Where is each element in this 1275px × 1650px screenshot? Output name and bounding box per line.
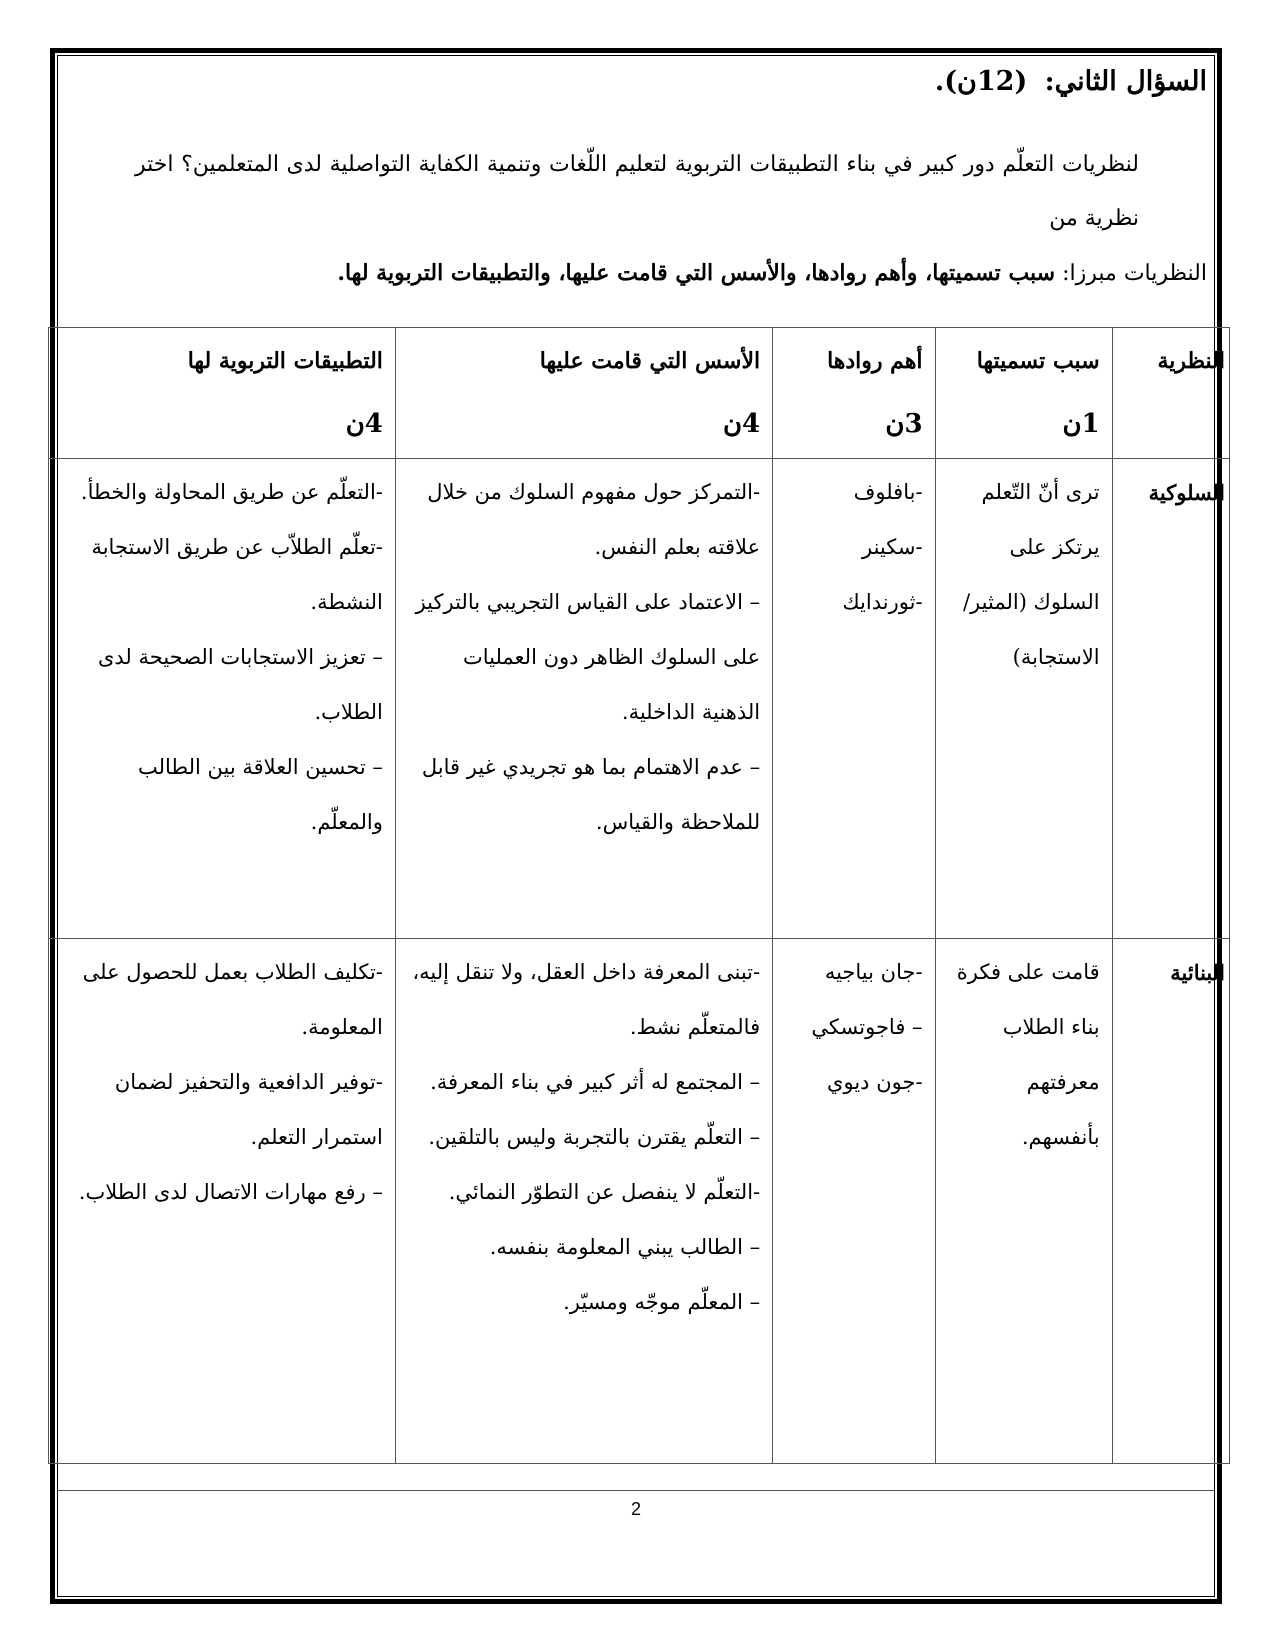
theory-pioneers-cell — [773, 939, 935, 1464]
intro-line-2-bold: سبب تسميتها، وأهم روادها، والأسس التي قامت عليها، والتطبيقات التربوية لها. — [337, 260, 1056, 286]
application-item: – رفع مهارات الاتصال لدى الطلاب. — [78, 1180, 383, 1204]
question-points: (12ن). — [934, 66, 1028, 97]
header-reason — [935, 328, 1112, 459]
header-pioneers-points: 3ن — [885, 409, 923, 439]
foundation-item: – الطالب يبني المعلومة بنفسه. — [489, 1235, 761, 1259]
theory-name-cell: السلوكية — [1112, 459, 1229, 939]
header-foundations-points: 4ن — [722, 409, 761, 439]
header-pioneers — [773, 328, 935, 459]
foundation-item: – المجتمع له أثر كبير في بناء المعرفة. — [430, 1070, 761, 1094]
foundation-item: -التعلّم لا ينفصل عن التطوّر النمائي. — [448, 1180, 761, 1204]
header-applications-label: التطبيقات التربوية لها — [187, 348, 383, 374]
foundation-item: – التعلّم يقترن بالتجربة وليس بالتلقين. — [428, 1125, 761, 1149]
pioneer-item: -سكينر — [861, 535, 923, 559]
pioneer-item: -جان بياجيه — [824, 960, 923, 984]
theory-name-cell: البنائية — [1112, 939, 1229, 1464]
theory-foundations-cell — [395, 939, 772, 1464]
foundation-item: – الاعتماد على القياس التجريبي بالتركيز على السلوك الظاهر دون العمليات الذهنية الداخلية. — [415, 590, 761, 724]
question-title: السؤال الثاني: — [1044, 66, 1207, 97]
question-intro — [135, 138, 1207, 301]
pioneer-item: – فاجوتسكي — [811, 1015, 923, 1039]
theory-applications-cell — [49, 459, 396, 939]
application-item: -تعلّم الطلاّب عن طريق الاستجابة النشطة. — [91, 535, 383, 614]
pioneer-item: -جون ديوي — [827, 1070, 923, 1094]
header-theory-label: النظرية — [1157, 348, 1225, 374]
pioneer-item: -بافلوف — [853, 480, 923, 504]
page-number: 2 — [630, 1499, 641, 1519]
intro-line-2 — [135, 246, 1207, 301]
foundation-item: -تبنى المعرفة داخل العقل، ولا تنقل إليه، فالمتعلّم نشط. — [412, 960, 761, 1039]
header-applications-points: 4ن — [345, 409, 383, 439]
foundation-item: -التمركز حول مفهوم السلوك من خلال علاقته بعلم النفس. — [427, 480, 761, 559]
theory-applications-cell — [49, 939, 396, 1464]
application-item: – تحسين العلاقة بين الطالب والمعلّم. — [137, 755, 383, 834]
intro-line-1: لنظريات التعلّم دور كبير في بناء التطبيقات التربوية لتعليم اللّغات وتنمية الكفاية التواصلية لدى المتعلمين؟ اختر نظرية من — [135, 152, 1139, 231]
header-foundations — [395, 328, 772, 459]
theory-reason-cell: قامت على فكرة بناء الطلاب معرفتهم بأنفسهم. — [935, 939, 1112, 1464]
application-item: – تعزيز الاستجابات الصحيحة لدى الطلاب. — [97, 645, 383, 724]
header-theory — [1112, 328, 1229, 459]
header-reason-label: سبب تسميتها — [976, 348, 1100, 374]
intro-line-2-prefix: النظريات مبرزا: — [1055, 261, 1207, 286]
table-row-constructivism — [49, 939, 1230, 1464]
header-pioneers-label: أهم روادها — [827, 348, 923, 374]
foundation-item: – عدم الاهتمام بما هو تجريدي غير قابل للملاحظة والقياس. — [421, 755, 761, 834]
pioneer-item: -ثورندايك — [842, 590, 923, 614]
theory-reason-cell: ترى أنّ التّعلم يرتكز على السلوك (المثير/الاستجابة) — [935, 459, 1112, 939]
theory-pioneers-cell — [773, 459, 935, 939]
header-applications — [49, 328, 396, 459]
header-reason-points: 1ن — [1062, 409, 1100, 439]
theory-foundations-cell — [395, 459, 772, 939]
header-foundations-label: الأسس التي قامت عليها — [539, 348, 761, 374]
question-header — [935, 66, 1207, 97]
page-footer — [57, 1490, 1215, 1520]
theories-table — [48, 327, 1230, 1464]
application-item: -تكليف الطلاب بعمل للحصول على المعلومة. — [82, 960, 383, 1039]
table-header-row — [49, 328, 1230, 459]
application-item: -التعلّم عن طريق المحاولة والخطأ. — [80, 480, 383, 504]
table-row-behaviorism — [49, 459, 1230, 939]
foundation-item: – المعلّم موجّه ومسيّر. — [563, 1290, 761, 1314]
application-item: -توفير الدافعية والتحفيز لضمان استمرار التعلم. — [114, 1070, 383, 1149]
